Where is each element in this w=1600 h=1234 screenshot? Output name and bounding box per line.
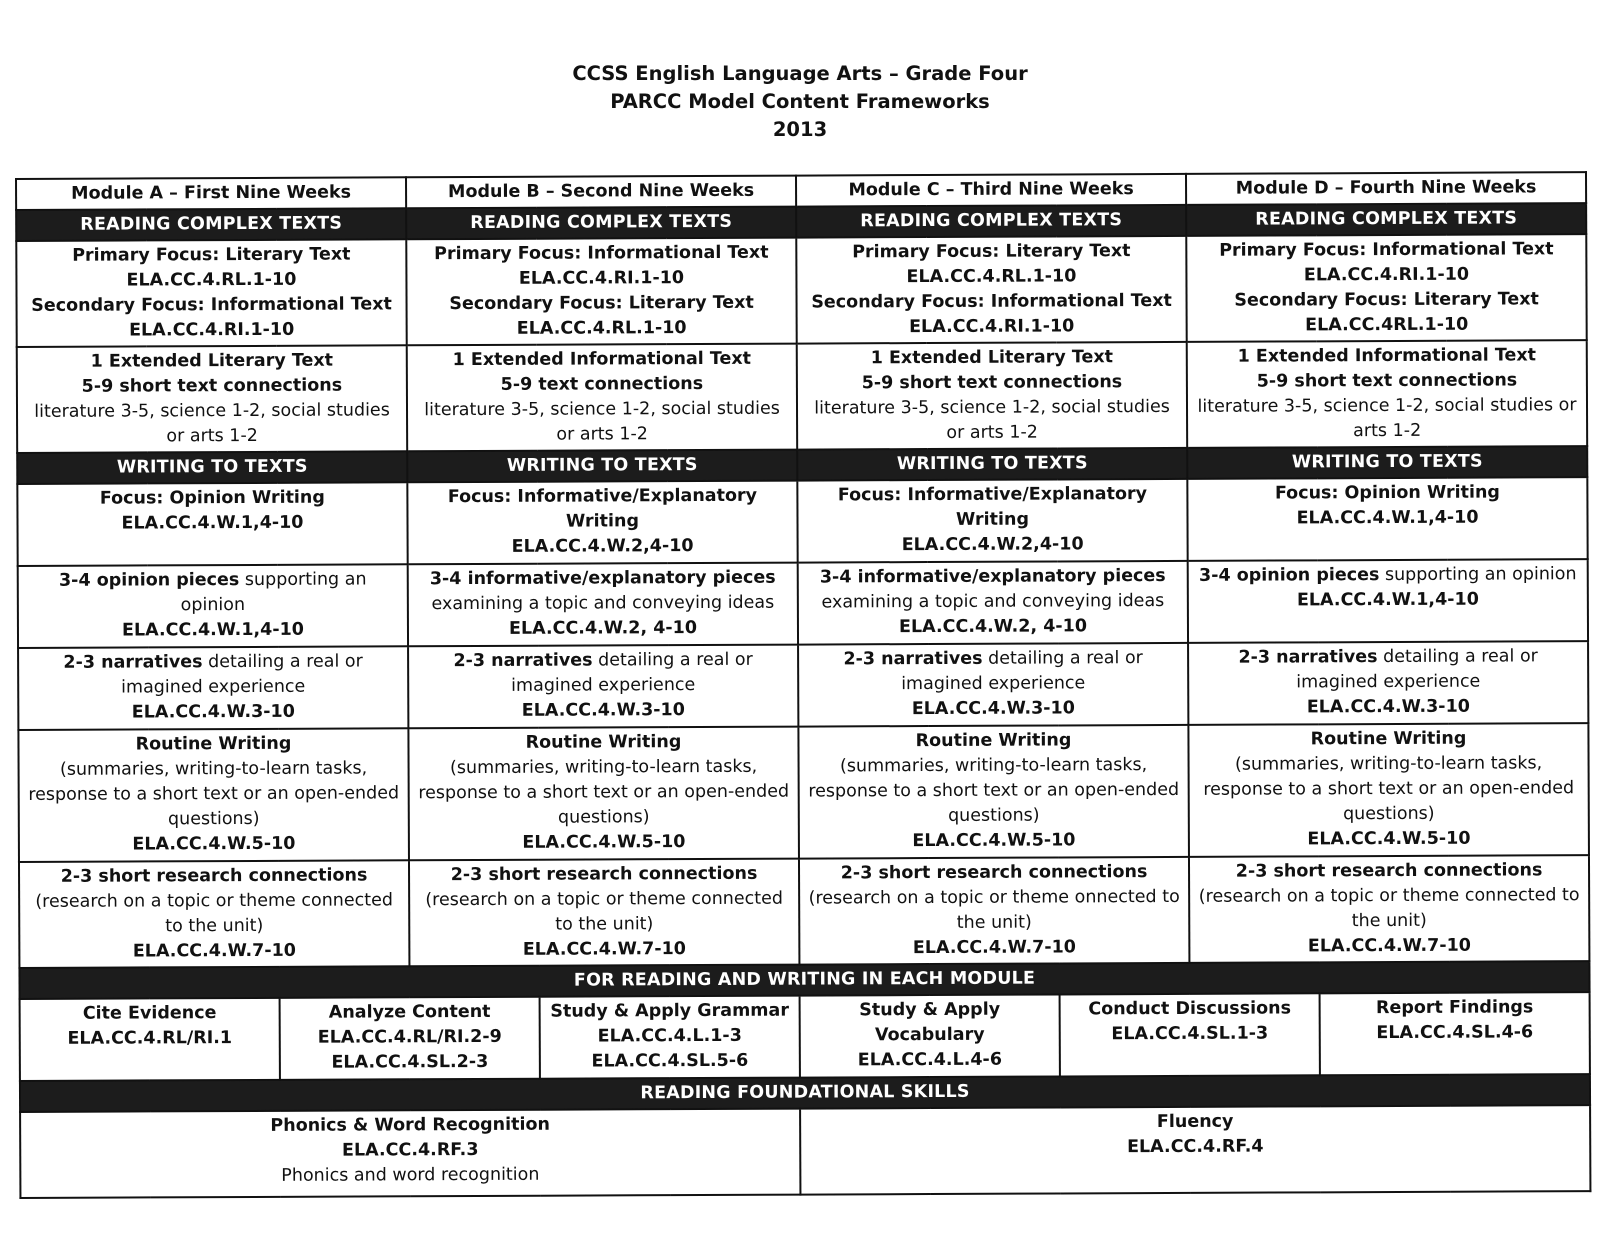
short-detail: literature 3-5, science 1-2, social studies or arts 1-2: [1197, 395, 1577, 442]
skill-code: ELA.CC.4.SL.4-6: [1376, 1022, 1534, 1044]
foundational-title: Fluency: [1156, 1111, 1234, 1133]
secondary-code: ELA.CC.4.RI.1-10: [129, 319, 295, 341]
narratives-text: [25, 649, 401, 701]
reading-bar-c: READING COMPLEX TEXTS: [796, 205, 1186, 238]
narratives-text: [415, 648, 791, 700]
skill-vocabulary: [800, 994, 1060, 1077]
pieces-rest: supporting an opinion: [1379, 564, 1577, 586]
narratives-code: ELA.CC.4.W.3-10: [911, 698, 1075, 720]
pieces-rest: examining a topic and conveying ideas: [431, 592, 775, 615]
narratives-d: [1188, 641, 1588, 725]
pieces-bold: 3-4 informative/explanatory pieces: [429, 567, 776, 590]
writing-focus-a: [17, 482, 407, 566]
reading-focus-b: [406, 238, 796, 346]
reading-bar-b: READING COMPLEX TEXTS: [406, 207, 796, 240]
research-d: [1189, 855, 1589, 963]
writing-bar-b: WRITING TO TEXTS: [407, 450, 797, 483]
writing-focus-b: [407, 481, 797, 565]
research-code: ELA.CC.4.W.7-10: [1307, 935, 1472, 957]
primary-code: ELA.CC.4.RL.1-10: [906, 266, 1077, 288]
pieces-text: [1195, 562, 1581, 589]
research-code: ELA.CC.4.W.7-10: [522, 939, 686, 960]
narratives-c: [798, 643, 1188, 727]
writing-focus: Focus: Informative/Explanatory Writing: [447, 485, 758, 532]
narratives-b: [408, 645, 798, 729]
writing-bar-c: WRITING TO TEXTS: [797, 448, 1187, 481]
each-module-bar: FOR READING AND WRITING IN EACH MODULE: [19, 961, 1589, 999]
skill-code: ELA.CC.4.L.4-6: [857, 1049, 1003, 1071]
secondary-code: ELA.CC.4RL.1-10: [1305, 314, 1469, 336]
framework-table: [15, 171, 1592, 1199]
header-year: 2013: [772, 118, 828, 141]
skill-title: Report Findings: [1375, 997, 1534, 1019]
writing-focus: Focus: Opinion Writing: [99, 487, 325, 509]
routine-code: ELA.CC.4.W.5-10: [522, 832, 686, 853]
routine-detail: (summaries, writing-to-learn tasks, response to a short text or an open-ended questions): [1203, 753, 1575, 825]
writing-focus: Focus: Opinion Writing: [1274, 482, 1500, 504]
narratives-bold: 2-3 narratives: [63, 652, 203, 673]
routine-title: Routine Writing: [915, 730, 1072, 752]
research-title: 2-3 short research connections: [1235, 860, 1543, 882]
extended-text-row: [17, 340, 1588, 453]
module-b-header: Module B – Second Nine Weeks: [406, 176, 796, 209]
narratives-bold: 2-3 narratives: [453, 650, 593, 672]
short-detail: literature 3-5, science 1-2, social studies or arts 1-2: [34, 400, 390, 447]
writing-code: ELA.CC.4.W.1,4-10: [121, 512, 304, 534]
framework-table-frame: [15, 171, 1589, 1199]
routine-writing-a: [18, 728, 409, 862]
foundational-detail: Phonics and word recognition: [281, 1164, 540, 1186]
research-code: ELA.CC.4.W.7-10: [132, 940, 296, 962]
pieces-row: [18, 559, 1588, 648]
short-connections: 5-9 short text connections: [1256, 370, 1518, 392]
extended-text: 1 Extended Informational Text: [1237, 345, 1537, 367]
routine-writing-row: [18, 723, 1589, 862]
writing-code: ELA.CC.4.W.2,4-10: [511, 536, 694, 557]
narratives-rest: detailing a real or imagined experience: [511, 649, 753, 696]
research-title: 2-3 short research connections: [60, 865, 368, 887]
short-connections: 5-9 short text connections: [81, 375, 343, 397]
skill-grammar: [540, 996, 800, 1079]
pieces-code: ELA.CC.4.W.2, 4-10: [508, 618, 698, 639]
skill-code: ELA.CC.4.SL.2-3: [331, 1051, 489, 1073]
routine-code: ELA.CC.4.W.5-10: [132, 833, 296, 855]
writing-focus-row: [17, 477, 1587, 566]
header-title: CCSS English Language Arts – Grade Four: [572, 62, 1028, 85]
pieces-bold: 3-4 opinion pieces: [1198, 565, 1380, 586]
pieces-code: ELA.CC.4.W.2, 4-10: [898, 616, 1088, 638]
each-module-skills-row: [20, 992, 1590, 1081]
extended-text-b: [407, 344, 797, 452]
skill-cite-evidence: [20, 998, 280, 1081]
skill-title: Conduct Discussions: [1088, 998, 1292, 1020]
foundational-row: [20, 1105, 1590, 1198]
short-connections: 5-9 text connections: [500, 373, 704, 395]
skill-title: Cite Evidence: [82, 1003, 217, 1024]
pieces-code: ELA.CC.4.W.1,4-10: [121, 619, 304, 641]
research-a: [19, 860, 409, 968]
narratives-text: [805, 646, 1181, 698]
pieces-rest: supporting an opinion: [180, 569, 367, 616]
routine-detail: (summaries, writing-to-learn tasks, response to a short text or an open-ended questions): [28, 758, 400, 830]
research-title: 2-3 short research connections: [450, 863, 758, 886]
skill-code: ELA.CC.4.RL/RI.1: [67, 1028, 233, 1049]
research-detail: (research on a topic or theme connected to the unit): [1198, 885, 1580, 932]
research-row: [19, 855, 1590, 968]
writing-focus-d: [1187, 477, 1587, 561]
pieces-a: [18, 564, 408, 648]
narratives-rest: detailing a real or imagined experience: [121, 651, 363, 698]
routine-writing-b: [408, 727, 799, 861]
pieces-b: [408, 563, 798, 647]
reading-bar-d: READING COMPLEX TEXTS: [1186, 203, 1586, 236]
writing-focus: Focus: Informative/Explanatory Writing: [837, 484, 1148, 530]
pieces-code: ELA.CC.4.W.1,4-10: [1296, 589, 1479, 611]
header-subtitle: PARCC Model Content Frameworks: [610, 90, 990, 113]
foundational-fluency: [800, 1105, 1590, 1194]
pieces-bold: 3-4 opinion pieces: [58, 570, 240, 591]
narratives-a: [18, 646, 408, 730]
extended-text-a: [17, 345, 407, 453]
narratives-code: ELA.CC.4.W.3-10: [131, 701, 295, 723]
narratives-rest: detailing a real or imagined experience: [1296, 646, 1538, 693]
primary-focus: Primary Focus: Literary Text: [72, 244, 351, 266]
pieces-c: [798, 561, 1188, 645]
routine-detail: (summaries, writing-to-learn tasks, response to a short text or an open-ended questions): [418, 756, 790, 828]
skill-analyze-content: [280, 997, 540, 1080]
pieces-rest: examining a topic and conveying ideas: [821, 590, 1165, 613]
document-header: [0, 60, 1600, 144]
narratives-bold: 2-3 narratives: [843, 648, 983, 670]
secondary-focus: Secondary Focus: Literary Text: [1234, 289, 1539, 311]
research-detail: (research on a topic or theme connected to the unit): [35, 890, 394, 937]
short-detail: literature 3-5, science 1-2, social studies or arts 1-2: [424, 398, 780, 445]
primary-focus: Primary Focus: Informational Text: [434, 242, 769, 265]
pieces-bold: 3-4 informative/explanatory pieces: [819, 565, 1166, 588]
extended-text-d: [1187, 340, 1587, 448]
extended-text-c: [797, 342, 1187, 450]
routine-writing-c: [798, 725, 1189, 859]
routine-detail: (summaries, writing-to-learn tasks, response to a short text or an open-ended questions): [808, 755, 1180, 826]
research-detail: (research on a topic or theme onnected to the unit): [808, 886, 1180, 933]
pieces-d: [1188, 559, 1588, 643]
skill-code: ELA.CC.4.RL/RI.2-9: [317, 1026, 502, 1048]
narratives-text: [1195, 644, 1581, 696]
skill-code: ELA.CC.4.SL.1-3: [1111, 1023, 1269, 1045]
narratives-bold: 2-3 narratives: [1238, 647, 1378, 668]
skill-title: Study & Apply Grammar: [550, 1000, 790, 1022]
routine-title: Routine Writing: [525, 732, 682, 753]
foundational-code: ELA.CC.4.RF.3: [341, 1139, 479, 1161]
reading-focus-a: [16, 239, 406, 347]
skill-code: ELA.CC.4.L.1-3: [597, 1025, 742, 1047]
narratives-rest: detailing a real or imagined experience: [901, 648, 1143, 695]
foundational-code: ELA.CC.4.RF.4: [1127, 1136, 1264, 1158]
research-code: ELA.CC.4.W.7-10: [912, 937, 1076, 959]
short-connections: 5-9 short text connections: [861, 372, 1123, 394]
skill-title: Study & Apply Vocabulary: [859, 999, 1001, 1046]
skill-title: Analyze Content: [328, 1001, 491, 1023]
reading-bar-a: READING COMPLEX TEXTS: [16, 208, 406, 241]
routine-title: Routine Writing: [1310, 728, 1467, 750]
secondary-focus: Secondary Focus: Literary Text: [449, 292, 754, 315]
extended-text: 1 Extended Informational Text: [452, 348, 752, 371]
foundational-phonics: [20, 1109, 800, 1198]
module-c-header: Module C – Third Nine Weeks: [796, 174, 1186, 207]
short-detail: literature 3-5, science 1-2, social studies or arts 1-2: [814, 396, 1170, 443]
module-d-header: Module D – Fourth Nine Weeks: [1186, 172, 1586, 205]
skill-report-findings: [1320, 992, 1590, 1075]
foundational-title: Phonics & Word Recognition: [270, 1114, 550, 1136]
primary-code: ELA.CC.4.RL.1-10: [126, 269, 297, 291]
pieces-text: [25, 567, 401, 619]
primary-focus: Primary Focus: Literary Text: [852, 241, 1131, 263]
narratives-code: ELA.CC.4.W.3-10: [521, 700, 685, 721]
primary-code: ELA.CC.4.RI.1-10: [1303, 264, 1470, 286]
narratives-row: [18, 641, 1588, 730]
skill-code: ELA.CC.4.SL.5-6: [591, 1050, 749, 1072]
secondary-focus: Secondary Focus: Informational Text: [811, 290, 1172, 313]
writing-focus-c: [797, 479, 1187, 563]
foundational-bar: READING FOUNDATIONAL SKILLS: [20, 1074, 1590, 1112]
research-detail: (research on a topic or theme connected to the unit): [425, 888, 784, 935]
primary-focus: Primary Focus: Informational Text: [1219, 239, 1554, 261]
writing-code: ELA.CC.4.W.2,4-10: [901, 534, 1084, 556]
primary-code: ELA.CC.4.RI.1-10: [518, 268, 685, 289]
reading-focus-c: [796, 236, 1186, 344]
secondary-code: ELA.CC.4.RL.1-10: [516, 318, 687, 339]
narratives-code: ELA.CC.4.W.3-10: [1306, 696, 1470, 718]
research-title: 2-3 short research connections: [840, 862, 1148, 884]
routine-title: Routine Writing: [135, 733, 292, 755]
extended-text: 1 Extended Literary Text: [870, 347, 1114, 369]
writing-code: ELA.CC.4.W.1,4-10: [1296, 507, 1479, 529]
routine-code: ELA.CC.4.W.5-10: [912, 830, 1076, 852]
module-a-header: Module A – First Nine Weeks: [16, 177, 406, 210]
writing-bar-d: WRITING TO TEXTS: [1187, 446, 1587, 479]
reading-focus-d: [1186, 234, 1586, 342]
skill-discussions: [1060, 993, 1320, 1076]
routine-writing-d: [1188, 723, 1589, 857]
extended-text: 1 Extended Literary Text: [90, 350, 333, 372]
writing-bar-a: WRITING TO TEXTS: [17, 451, 407, 484]
research-c: [799, 857, 1189, 965]
secondary-code: ELA.CC.4.RI.1-10: [909, 316, 1075, 338]
research-b: [409, 859, 799, 967]
secondary-focus: Secondary Focus: Informational Text: [31, 294, 392, 316]
routine-code: ELA.CC.4.W.5-10: [1307, 828, 1471, 850]
reading-focus-row: [16, 234, 1587, 347]
